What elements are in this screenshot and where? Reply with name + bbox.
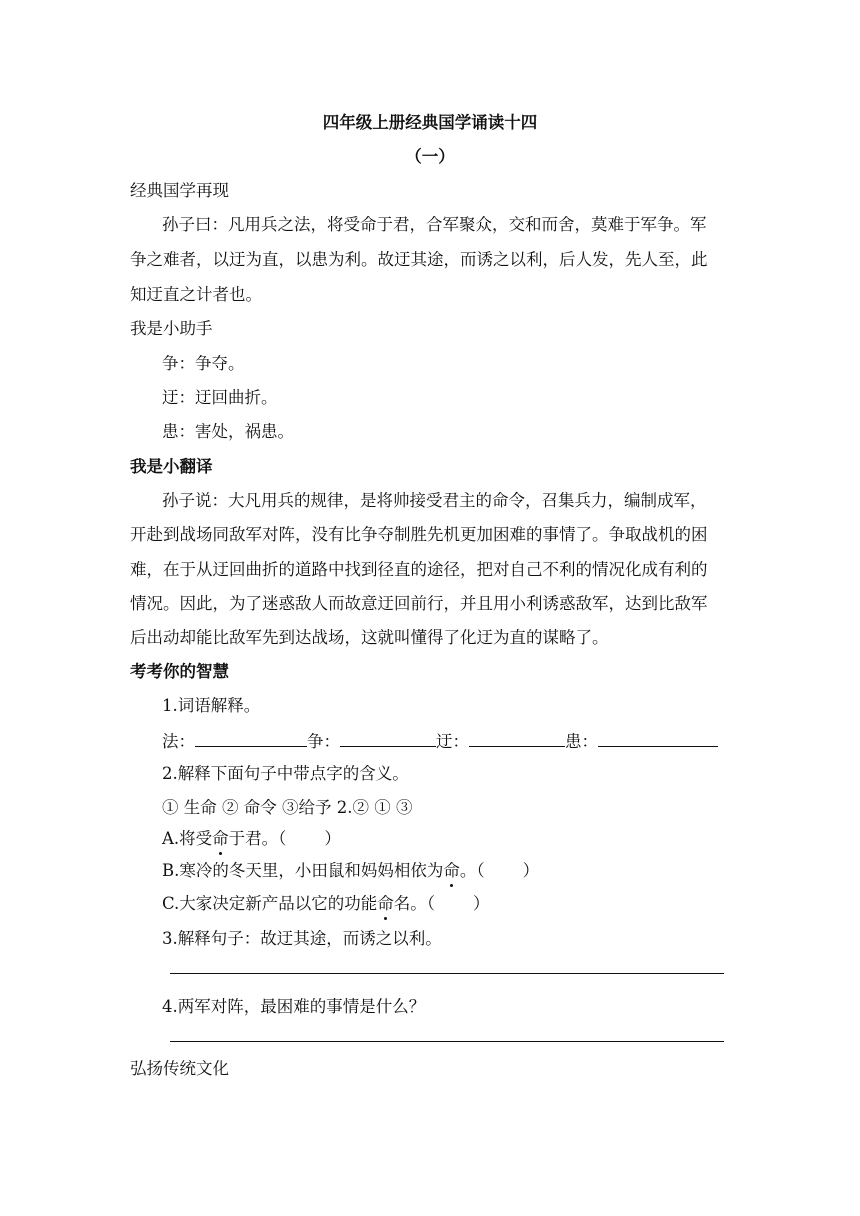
page-subtitle: （一） <box>405 147 455 166</box>
answer-line-q3[interactable] <box>170 973 724 974</box>
item-c-text: C.大家决定新产品以它的功能 <box>162 894 378 913</box>
answer-blank-zheng[interactable] <box>340 730 436 747</box>
question-4-label: 4.两军对阵，最困难的事情是什么？ <box>162 997 426 1016</box>
field-label-yu: 迂： <box>436 732 469 751</box>
field-label-huan: 患： <box>565 732 598 751</box>
question-1-fields <box>162 730 718 753</box>
item-b-text: B.寒冷的冬天里，小田鼠和妈妈相依为 <box>162 861 444 880</box>
dotted-char: 命 <box>377 894 394 913</box>
classic-text-line: 争之难者，以迂为直，以患为利。故迂其途，而诱之以利，后人发，先人至，此 <box>130 250 708 269</box>
translation-line: 难，在于从迂回曲折的道路中找到径直的途径，把对自己不利的情况化成有利的 <box>130 560 708 579</box>
dotted-char: 命 <box>212 829 229 848</box>
answer-blank-fa[interactable] <box>195 730 307 747</box>
question-2-item-a <box>162 828 341 850</box>
field-label-zheng: 争： <box>307 732 340 751</box>
item-b-text-end: 。（ <box>459 861 485 880</box>
question-3-label: 3.解释句子：故迂其途，而诱之以利。 <box>162 929 442 948</box>
close-paren: ） <box>473 894 490 913</box>
section-heading-classic-text: 经典国学再现 <box>130 181 229 200</box>
section-heading-helper: 我是小助手 <box>130 319 213 338</box>
section-heading-culture: 弘扬传统文化 <box>130 1059 229 1078</box>
classic-text-line: 孙子曰：凡用兵之法，将受命于君，合军聚众，交和而舍，莫难于军争。军 <box>162 215 707 234</box>
question-2-options: ① 生命 ② 命令 ③给予 2.② ① ③ <box>162 798 413 817</box>
translation-line: 孙子说：大凡用兵的规律，是将帅接受君主的命令，召集兵力，编制成军， <box>162 491 707 510</box>
classic-text-line: 知迂直之计者也。 <box>130 285 262 304</box>
close-paren: ） <box>522 861 540 880</box>
section-heading-translation: 我是小翻译 <box>130 457 213 476</box>
answer-line-q4[interactable] <box>170 1041 724 1042</box>
translation-line: 情况。因此，为了迷惑敌人而故意迂回前行，并且用小利诱惑敌军，达到比敌军 <box>130 594 708 613</box>
question-2-item-c <box>162 893 490 915</box>
glossary-item: 患：害处，祸患。 <box>162 422 294 441</box>
translation-line: 开赴到战场同敌军对阵，没有比争夺制胜先机更加困难的事情了。争取战机的困 <box>130 525 708 544</box>
page-title: 四年级上册经典国学诵读十四 <box>322 113 538 132</box>
answer-blank-huan[interactable] <box>598 730 718 747</box>
question-2-item-b <box>162 860 539 882</box>
section-heading-quiz: 考考你的智慧 <box>130 662 229 681</box>
glossary-item: 争：争夺。 <box>162 354 245 373</box>
question-1-label: 1.词语解释。 <box>162 696 261 715</box>
dotted-char: 命 <box>443 861 460 880</box>
field-label-fa: 法： <box>162 732 195 751</box>
close-paren: ） <box>324 829 341 848</box>
item-c-text-end: 名。（ <box>393 894 436 913</box>
item-a-text-end: 于君。（ <box>228 829 287 848</box>
question-2-label: 2.解释下面句子中带点字的含义。 <box>162 764 409 783</box>
answer-blank-yu[interactable] <box>469 730 565 747</box>
glossary-item: 迂：迂回曲折。 <box>162 388 278 407</box>
item-a-text: A.将受 <box>162 829 213 848</box>
translation-line: 后出动却能比敌军先到达战场，这就叫懂得了化迂为直的谋略了。 <box>130 628 609 647</box>
